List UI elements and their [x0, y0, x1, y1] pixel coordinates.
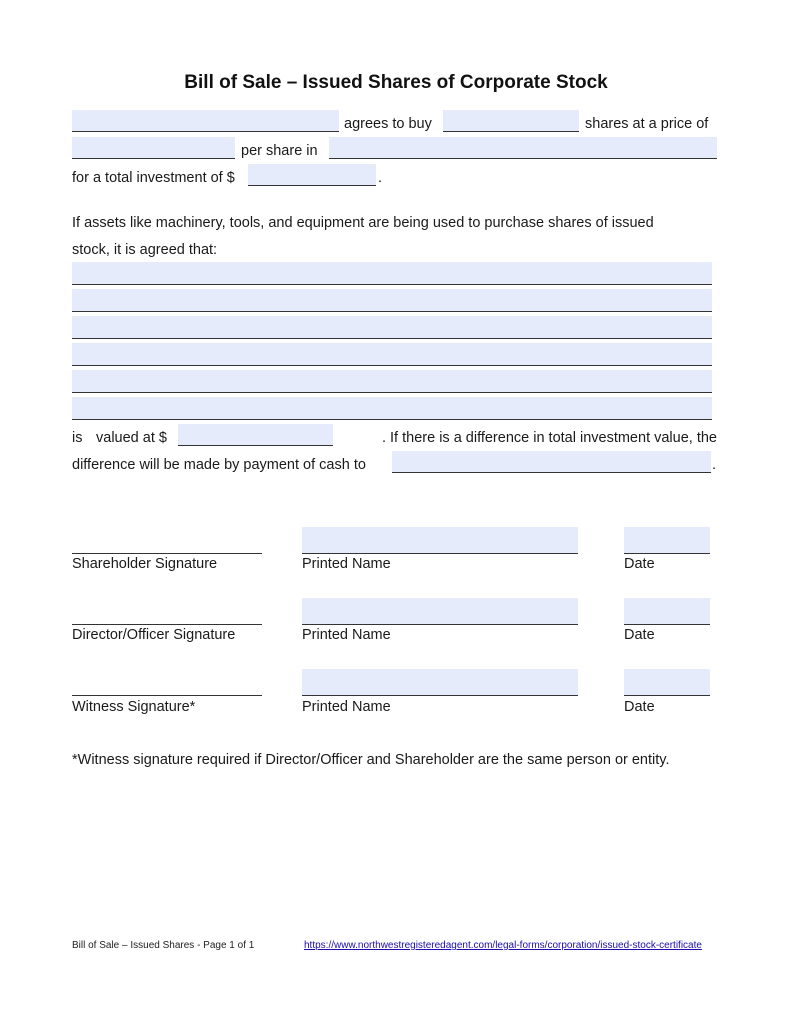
shareholder-signature-line[interactable]: [72, 553, 262, 554]
cash-recipient-field[interactable]: [392, 451, 711, 473]
agreement-line-3[interactable]: [72, 316, 712, 339]
witness-note: *Witness signature required if Director/Officer and Shareholder are the same person or entity.: [72, 752, 670, 768]
witness-signature-line[interactable]: [72, 695, 262, 696]
assets-text-line2: stock, it is agreed that:: [72, 242, 218, 258]
shareholder-printed-name-field[interactable]: [302, 527, 578, 554]
witness-date-label: Date: [624, 699, 655, 715]
buyer-name-field[interactable]: [72, 110, 339, 132]
director-signature-line[interactable]: [72, 624, 262, 625]
director-signature-label: Director/Officer Signature: [72, 627, 236, 643]
corporation-name-field[interactable]: [329, 137, 717, 159]
shareholder-printed-name-label: Printed Name: [302, 556, 391, 572]
per-share-text: per share in: [241, 143, 318, 159]
director-printed-name-field[interactable]: [302, 598, 578, 625]
is-text: is: [72, 430, 83, 446]
document-title: Bill of Sale – Issued Shares of Corporate Stock: [184, 72, 608, 93]
total-investment-field[interactable]: [248, 164, 376, 186]
witness-printed-name-field[interactable]: [302, 669, 578, 696]
asset-value-field[interactable]: [178, 424, 333, 446]
witness-signature-label: Witness Signature*: [72, 699, 196, 715]
assets-text-line1: If assets like machinery, tools, and equipment are being used to purchase shares of issued: [72, 215, 654, 231]
shares-price-text: shares at a price of: [585, 116, 709, 132]
total-investment-text: for a total investment of $: [72, 170, 235, 186]
footer-page-info: Bill of Sale – Issued Shares - Page 1 of 1: [72, 940, 255, 951]
witness-printed-name-label: Printed Name: [302, 699, 391, 715]
director-date-field[interactable]: [624, 598, 710, 625]
payment-text: difference will be made by payment of cash to: [72, 457, 366, 473]
agreement-line-2[interactable]: [72, 289, 712, 312]
share-count-field[interactable]: [443, 110, 579, 132]
total-period: .: [378, 170, 383, 186]
difference-text: . If there is a difference in total investment value, the: [381, 430, 717, 446]
payment-period: .: [712, 457, 717, 473]
price-per-share-field[interactable]: [72, 137, 235, 159]
shareholder-date-label: Date: [624, 556, 655, 572]
director-printed-name-label: Printed Name: [302, 627, 391, 643]
agreement-line-1[interactable]: [72, 262, 712, 285]
valued-text: valued at $: [96, 430, 167, 446]
director-date-label: Date: [624, 627, 655, 643]
shareholder-signature-label: Shareholder Signature: [72, 556, 218, 572]
shareholder-date-field[interactable]: [624, 527, 710, 554]
agreement-line-6[interactable]: [72, 397, 712, 420]
agreement-line-5[interactable]: [72, 370, 712, 393]
witness-date-field[interactable]: [624, 669, 710, 696]
footer-url-link[interactable]: https://www.northwestregisteredagent.com/legal-forms/corporation/issued-stock-certificate: [304, 940, 702, 951]
agreement-line-4[interactable]: [72, 343, 712, 366]
agrees-text: agrees to buy: [344, 116, 432, 132]
